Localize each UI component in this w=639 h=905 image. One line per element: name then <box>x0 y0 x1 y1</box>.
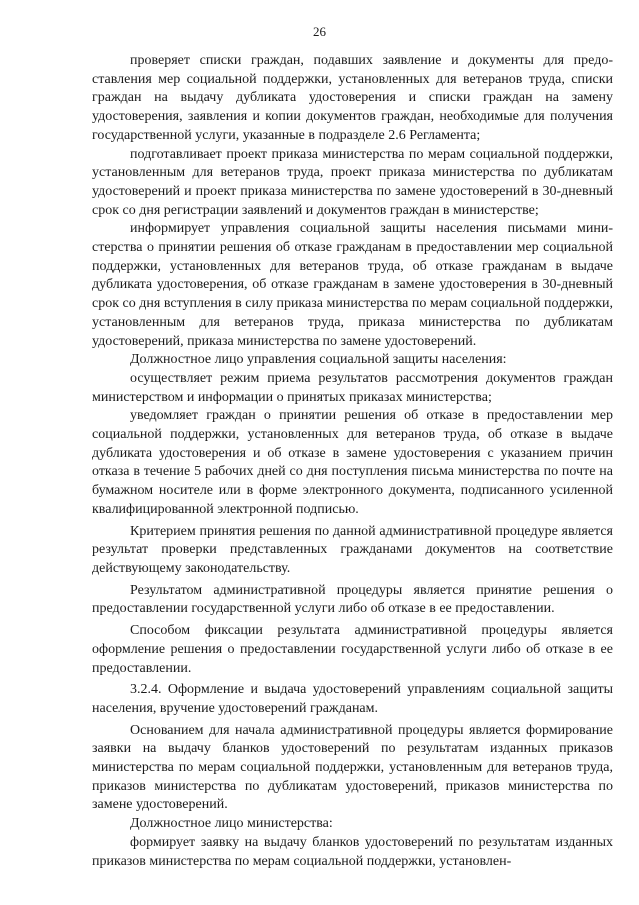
section-heading: 3.2.4. Оформление и выдача удостоверений управлениям социальной защиты населения, вручение удостоверений гражданам. <box>92 682 613 716</box>
page-number: 26 <box>313 24 326 39</box>
paragraph: Должностное лицо министерства: <box>130 816 333 832</box>
paragraph: Должностное лицо управления социальной защиты населения: <box>130 352 507 368</box>
paragraph: информирует управления социальной защиты населения письмами министерства о принятии решения об отказе гражданам в предоставлении мер социальной поддержки, установленных для ветеранов труда, об отказе гражданам в выдаче дубликата удостоверения, об отказе гражданам в замене удостоверения в 30-дневный срок со дня вступления в силу приказа министерства по мерам социальной поддержки, установленным для ветеранов труда, приказа министерства по дубликатам удостоверений, приказа министерства по замене удостоверений. <box>92 221 613 349</box>
paragraph: осуществляет режим приема результатов рассмотрения документов граждан министерством и информации о принятых приказах министерства; <box>92 370 613 405</box>
paragraph: Основанием для начала административной процедуры является формирование заявки на выдачу бланков удостоверений по результатам изданных приказов министерства по мерам социальной поддержки, установленным для ветеранов труда, приказов министерства по дубликатам удостоверений, приказов министерства по замене удостоверений. <box>92 722 613 813</box>
paragraph: Результатом административной процедуры является принятие решения о предоставлении государственной услуги либо об отказе в ее предоставлении. <box>92 582 613 617</box>
paragraph: подготавливает проект приказа министерства по мерам социальной поддержки, установленным для ветеранов труда, проект приказа министерства по дубликатам удостоверений и проект приказа министерства по замене удостоверений в 30-дневный срок со дня регистрации заявлений и документов граждан в министерстве; <box>92 146 613 218</box>
paragraph: уведомляет граждан о принятии решения об отказе в предоставлении мер социальной поддержки, установленных для ветеранов труда, об отказе в выдаче дубликата удостоверения и об отказе в замене удостоверения с указанием причин отказа в течение 5 рабочих дней со дня поступления письма министерства по почте на бумажном носителе или в форме электронного документа, подписанного усиленной квалифицированной электронной подписью. <box>92 408 613 517</box>
paragraph: проверяет списки граждан, подавших заявление и документы для предоставления мер социальной поддержки, установленных для ветеранов труда, списки граждан на выдачу дубликата удостоверения и списки граждан на замену удостоверения, заявления и копии документов граждан, необходимые для получения государственной услуги, указанные в подразделе 2.6 Регламента; <box>92 53 613 143</box>
paragraph: Критерием принятия решения по данной административной процедуре является результат проверки представленных гражданами документов на соответствие действующему законодательству. <box>92 523 613 576</box>
page-content <box>92 0 613 871</box>
paragraph: формирует заявку на выдачу бланков удостоверений по результатам изданных приказов министерства по мерам социальной поддержки, установлен- <box>92 834 613 869</box>
paragraph: Способом фиксации результата административной процедуры является оформление решения о предоставлении государственной услуги либо об отказе в ее предоставлении. <box>92 623 613 676</box>
